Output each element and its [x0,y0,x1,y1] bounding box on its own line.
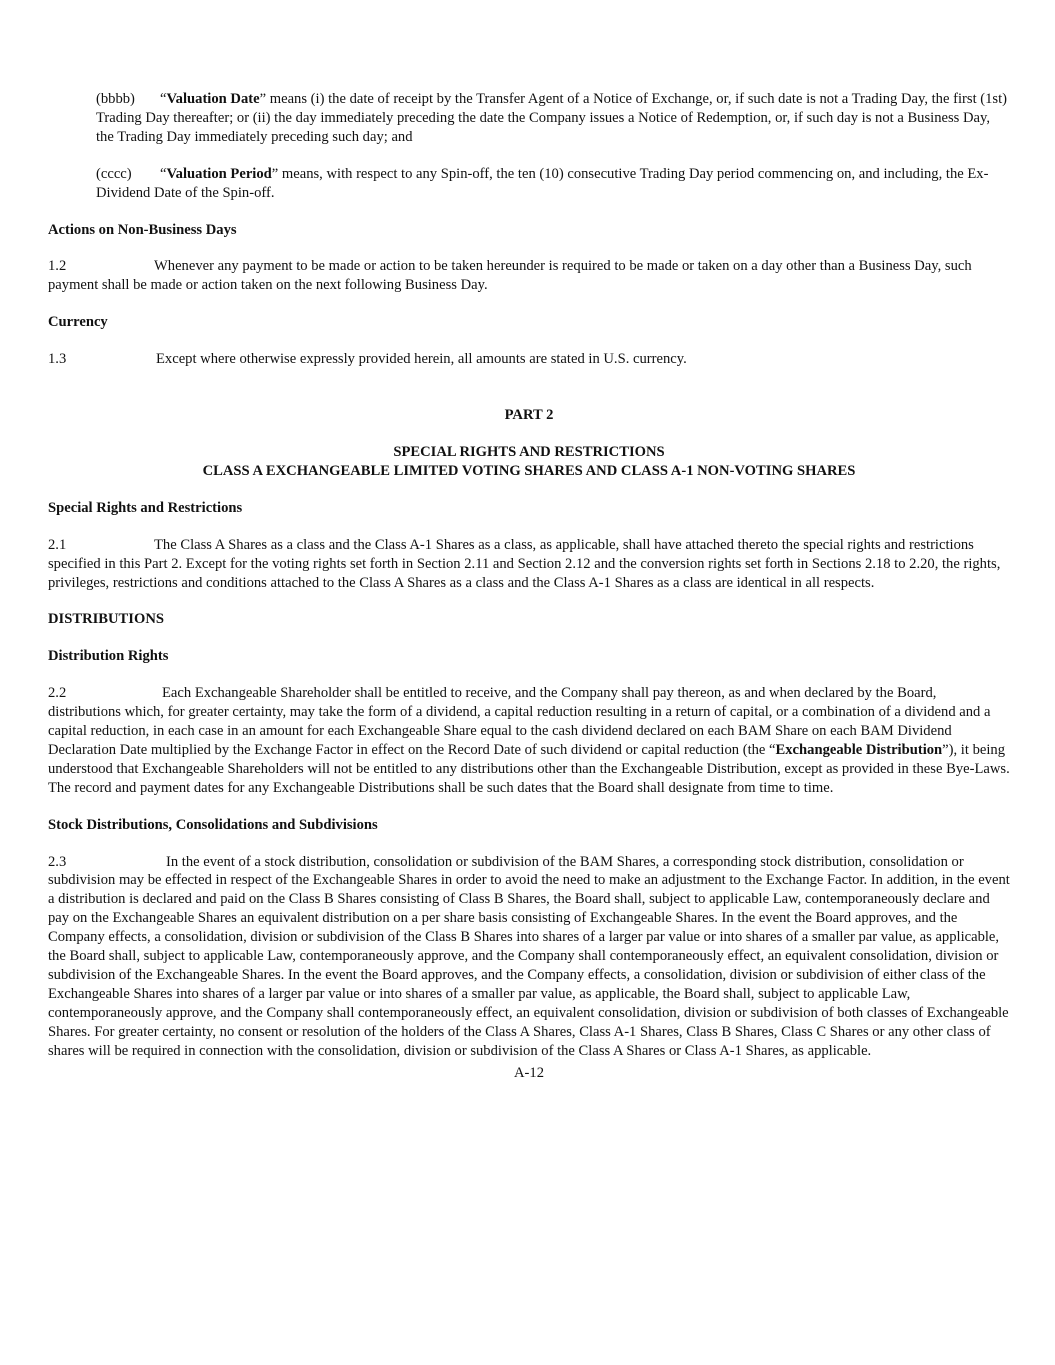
definition-valuation-period [96,165,1010,203]
open-quote: “ [160,165,167,182]
part-title: PART 2 [504,407,554,424]
section-number: 1.3 [48,351,67,368]
section-text: Whenever any payment to be made or action to be taken hereunder is required to be made or taken on a day other than a Business Day, such payment shall be made or action taken on the next following Business Day. [48,258,972,294]
definition-valuation-date [96,90,1010,147]
section-number: 2.3 [48,853,67,870]
section-text: In the event of a stock distribution, consolidation or subdivision of the BAM Shares, a corresponding stock distribution, consolidation or subdivision may be effected in respect of the Exchangeable Shares in order to avoid the need to make an adjustment to the Exchange Factor. In addition, in the event a distribution is declared and paid on the Class B Shares consisting of Class B Shares, the Board shall, subject to applicable Law, contemporaneously declare and pay on the Exchangeable Shares an equivalent distribution on a per share basis consisting of Exchangeable Shares. In the event the Board approves, and the Company effects, a consolidation, division or subdivision of the Class B Shares into shares of a larger par value or into shares of a smaller par value, as applicable, the Board shall, subject to applicable Law, contemporaneously approve, and the Company shall contemporaneously effect, an equivalent consolidation, division or subdivision of the Exchangeable Shares. In the event the Board approves, and the Company effects, a consolidation, division or subdivision of either class of the Exchangeable Shares into shares of a larger par value or into shares of a smaller par value, as applicable, the Board shall, subject to applicable Law, contemporaneously approve, and the Company shall contemporaneously effect, an equivalent consolidation, division or subdivision of both classes of Exchangeable Shares. For greater certainty, no consent or resolution of the holders of the Class A Shares, Class A-1 Shares, Class B Shares, Class C Shares or any other class of shares will be required in connection with the consolidation, division or subdivision of the Class A Shares or Class A-1 Shares, as applicable. [48,853,1010,1059]
defined-term: Valuation Date [166,91,260,107]
section-heading-distribution-rights: Distribution Rights [48,648,169,665]
distributions-heading: DISTRIBUTIONS [48,611,164,628]
section-text-before: Each Exchangeable Shareholder shall be entitled to receive, and the Company shall pay thereon, as and when declared by the Board, distributions which, for greater certainty, may take the form of a dividend, a capital reduction resulting in a return of capital, or a combination of a dividend and a capital reduction, in each case in an amount for each Exchangeable Share equal to the cash dividend declared on each BAM Share on each BAM Dividend Declaration Date multiplied by the Exchange Factor in effect on the Record Date of such dividend or capital reduction (the “ [48,685,991,758]
section-text: The Class A Shares as a class and the Class A-1 Shares as a class, as applicable, shall have attached thereto the special rights and restrictions specified in this Part 2. Except for the voting rights set forth in Section 2.11 and Section 2.12 and the conversion rights set forth in Sections 2.18 to 2.20, the rights, privileges, restrictions and conditions attached to the Class A Shares as a class and the Class A-1 Shares as a class are identical in all respects. [48,536,1001,591]
section-heading-non-business-days: Actions on Non-Business Days [48,221,237,238]
definition-tag: (cccc) [96,165,132,182]
definition-text: ” means (i) the date of receipt by the Transfer Agent of a Notice of Exchange, or, if such date is not a Trading Day, the first (1st) Trading Day thereafter; or (ii) the day immediately preceding the date the Company issues a Notice of Redemption, or, if such day is not a Business Day, the Trading Day immediately preceding such day; and [96,91,1008,145]
section-text: Except where otherwise expressly provided herein, all amounts are stated in U.S. currency. [156,351,687,368]
defined-term: Exchangeable Distribution [775,741,943,758]
defined-term: Valuation Period [166,165,272,182]
open-quote: “ [160,91,167,107]
definition-text: ” means, with respect to any Spin-off, the ten (10) consecutive Trading Day period commencing on, and including, the Ex-Dividend Date of the Spin-off. [96,165,989,201]
section-number: 1.2 [48,258,67,275]
section-2-2 [48,684,1010,797]
part-subtitle-line2: CLASS A EXCHANGEABLE LIMITED VOTING SHARES AND CLASS A-1 NON-VOTING SHARES [202,462,856,479]
section-text-after: ”), it being understood that Exchangeable Shareholders will not be entitled to any distributions other than the Exchangeable Distribution, except as provided in these Bye-Laws. The record and payment dates for any Exchangeable Distributions shall be such dates that the Board shall designate from time to time. [48,741,1010,796]
section-heading-currency: Currency [48,314,108,331]
section-number: 2.1 [48,536,67,553]
section-heading-stock-distributions: Stock Distributions, Consolidations and Subdivisions [48,816,378,833]
part-subtitle-line1: SPECIAL RIGHTS AND RESTRICTIONS [393,443,665,460]
definition-tag: (bbbb) [96,91,135,107]
section-number: 2.2 [48,685,67,702]
section-1-2 [48,257,1010,295]
section-2-1 [48,536,1010,593]
section-heading-special-rights: Special Rights and Restrictions [48,499,243,516]
page-number: A-12 [514,1064,544,1081]
section-1-3 [48,350,1010,369]
document-page [48,90,1010,1082]
section-2-3 [48,853,1010,1061]
